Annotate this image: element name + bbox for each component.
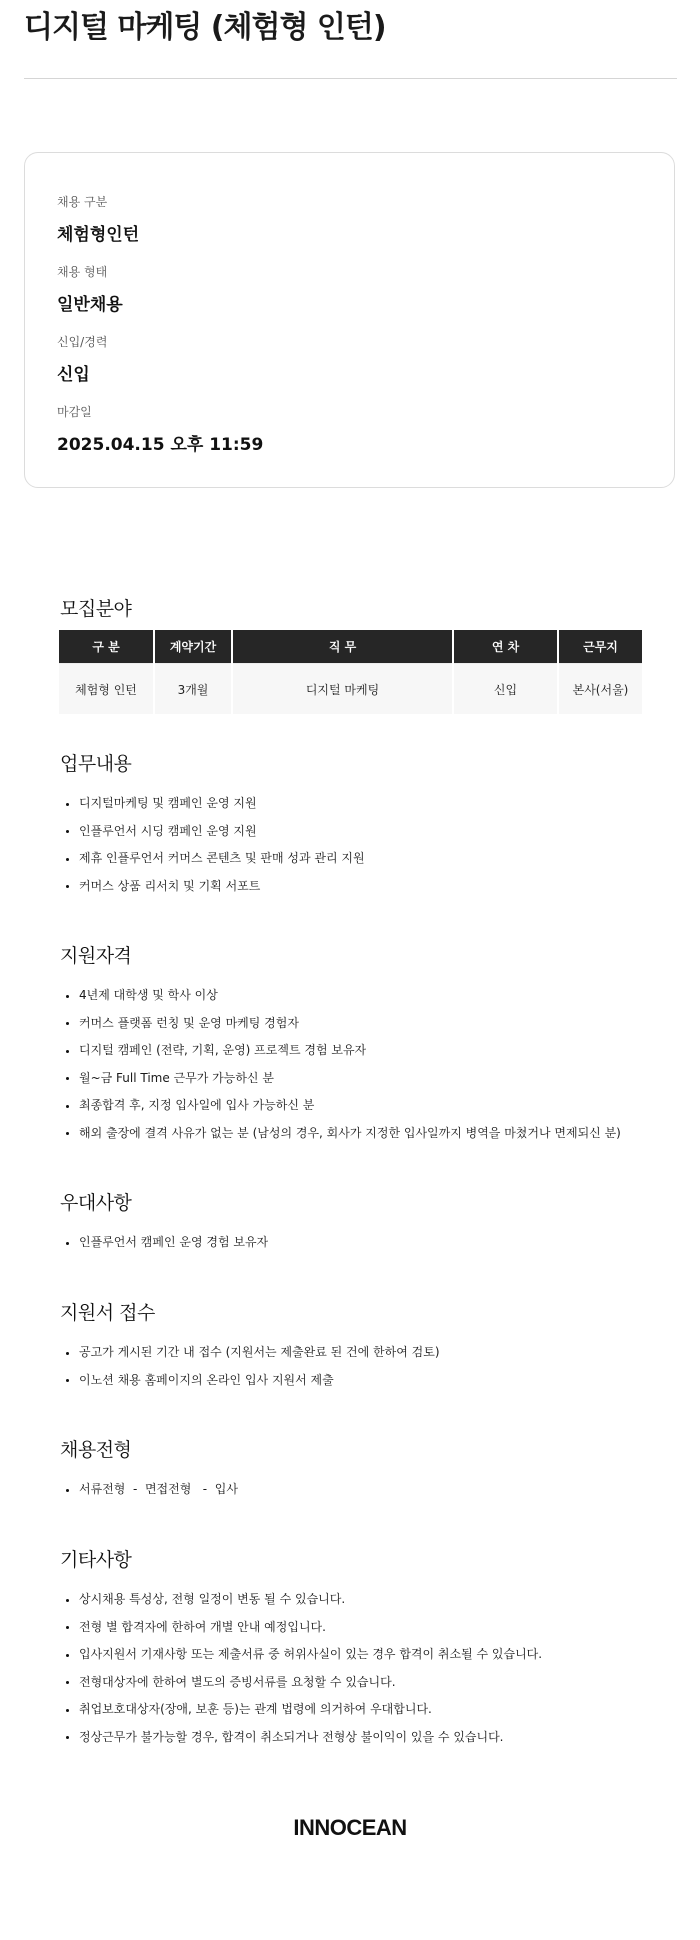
summary-recruit-type <box>57 193 139 245</box>
innocean-logo: INNOCEAN <box>293 1815 407 1840</box>
section-title-duties: 업무내용 <box>60 753 132 775</box>
list-item: 제휴 인플루언서 커머스 콘텐츠 및 판매 성과 관리 지원 <box>66 845 686 873</box>
list-item: 정상근무가 불가능할 경우, 합격이 취소되거나 전형상 불이익이 있을 수 있습니다. <box>66 1724 686 1752</box>
qualifications-list <box>66 982 686 1147</box>
table-cell: 디지털 마케팅 <box>233 663 452 714</box>
summary-value: 신입 <box>57 365 90 385</box>
section-title-application: 지원서 접수 <box>60 1302 155 1324</box>
list-item: 취업보호대상자(장애, 보훈 등)는 관계 법령에 의거하여 우대합니다. <box>66 1696 686 1724</box>
list-item: 서류전형 - 면접전형 - 입사 <box>66 1476 686 1504</box>
list-item: 디지털마케팅 및 캠페인 운영 지원 <box>66 790 686 818</box>
list-item: 인플루언서 캠페인 운영 경험 보유자 <box>66 1229 686 1257</box>
column-header: 직 무 <box>233 630 452 663</box>
list-item: 인플루언서 시딩 캠페인 운영 지원 <box>66 818 686 846</box>
column-header: 구 분 <box>59 630 153 663</box>
summary-label: 채용 구분 <box>57 195 108 209</box>
job-summary-card <box>24 152 675 488</box>
table-cell: 체험형 인턴 <box>59 663 153 714</box>
section-title-recruit-field: 모집분야 <box>60 598 132 620</box>
table-cell: 3개월 <box>155 663 231 714</box>
summary-deadline <box>57 403 263 455</box>
summary-employment-type <box>57 263 123 315</box>
list-item: 공고가 게시된 기간 내 접수 (지원서는 제출완료 된 건에 한하여 검토) <box>66 1339 686 1367</box>
section-title-process: 채용전형 <box>60 1439 132 1461</box>
application-list <box>66 1339 686 1394</box>
duties-list <box>66 790 686 900</box>
list-item: 디지털 캠페인 (전략, 기획, 운영) 프로젝트 경험 보유자 <box>66 1037 686 1065</box>
summary-label: 채용 형태 <box>57 265 108 279</box>
preferred-list <box>66 1229 686 1257</box>
summary-label: 신입/경력 <box>57 335 108 349</box>
process-list <box>66 1476 686 1504</box>
title-divider <box>24 78 677 79</box>
list-item: 상시채용 특성상, 전형 일정이 변동 될 수 있습니다. <box>66 1586 686 1614</box>
list-item: 커머스 상품 리서치 및 기획 서포트 <box>66 873 686 901</box>
list-item: 커머스 플랫폼 런칭 및 운영 마케팅 경험자 <box>66 1010 686 1038</box>
page-title: 디지털 마케팅 (체험형 인턴) <box>24 10 386 45</box>
section-title-qualifications: 지원자격 <box>60 945 132 967</box>
table-row <box>59 663 642 714</box>
section-title-etc: 기타사항 <box>60 1549 132 1571</box>
etc-list <box>66 1586 686 1751</box>
table-cell: 신입 <box>454 663 557 714</box>
list-item: 해외 출장에 결격 사유가 없는 분 (남성의 경우, 회사가 지정한 입사일까지 병역을 마쳤거나 면제되신 분) <box>66 1120 686 1148</box>
table-cell: 본사(서울) <box>559 663 642 714</box>
column-header: 연 차 <box>454 630 557 663</box>
summary-value: 체험형인턴 <box>57 225 140 245</box>
summary-value: 일반채용 <box>57 295 123 315</box>
summary-value: 2025.04.15 오후 11:59 <box>57 435 264 455</box>
list-item: 전형대상자에 한하여 별도의 증빙서류를 요청할 수 있습니다. <box>66 1669 686 1697</box>
list-item: 최종합격 후, 지정 입사일에 입사 가능하신 분 <box>66 1092 686 1120</box>
table-header-row <box>59 630 642 663</box>
column-header: 근무지 <box>559 630 642 663</box>
list-item: 월~금 Full Time 근무가 가능하신 분 <box>66 1065 686 1093</box>
list-item: 4년제 대학생 및 학사 이상 <box>66 982 686 1010</box>
list-item: 전형 별 합격자에 한하여 개별 안내 예정입니다. <box>66 1614 686 1642</box>
summary-career-level <box>57 333 107 385</box>
summary-label: 마감일 <box>57 405 92 419</box>
list-item: 이노션 채용 홈페이지의 온라인 입사 지원서 제출 <box>66 1367 686 1395</box>
section-title-preferred: 우대사항 <box>60 1192 132 1214</box>
column-header: 계약기간 <box>155 630 231 663</box>
recruit-field-table <box>57 630 644 714</box>
list-item: 입사지원서 기재사항 또는 제출서류 중 허위사실이 있는 경우 합격이 취소될 수 있습니다. <box>66 1641 686 1669</box>
